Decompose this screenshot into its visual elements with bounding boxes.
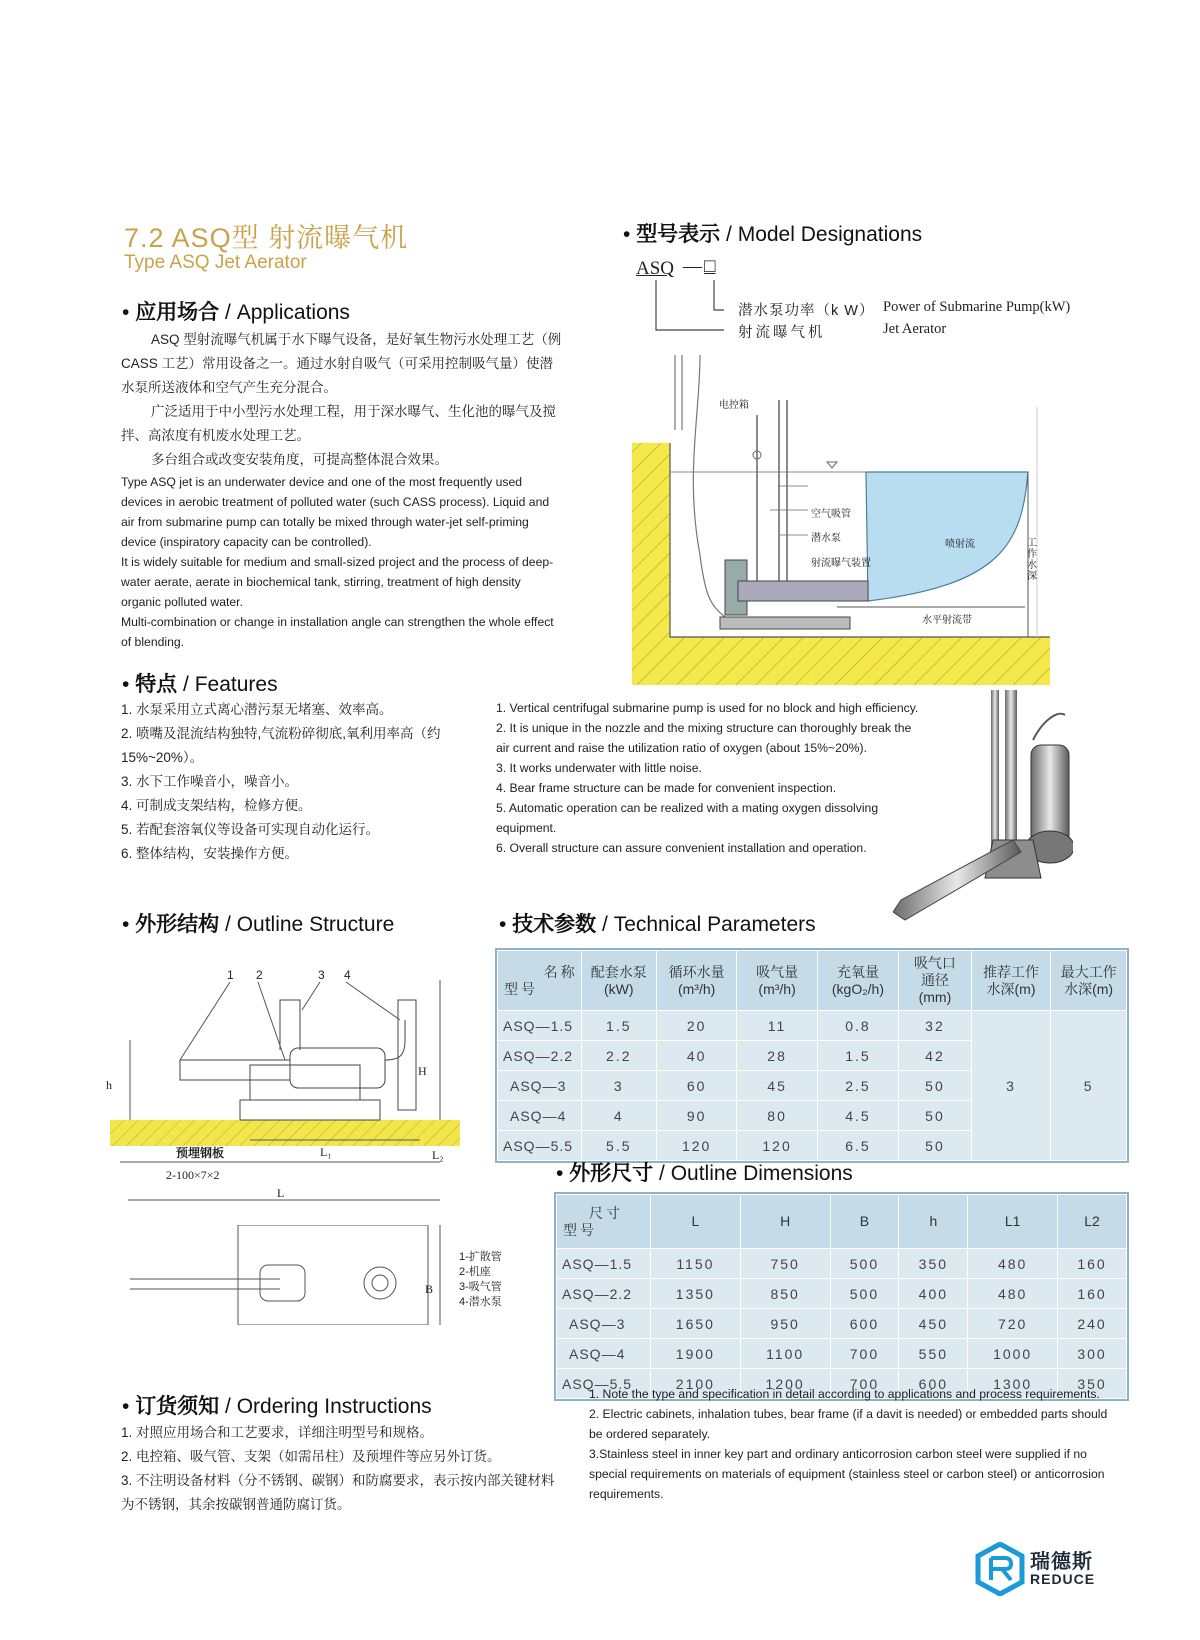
outline-legend: [459, 1250, 502, 1310]
dim-cell: 160: [1058, 1249, 1127, 1279]
model-power-box: □: [704, 256, 716, 277]
dim-cell: 1200: [740, 1369, 830, 1399]
tp-cell-kw: 5.5: [581, 1131, 656, 1161]
dim-head-L1: L1: [968, 1195, 1058, 1249]
tp-cell-inlet: 32: [899, 1011, 972, 1041]
ordering-en-2: 2. Electric cabinets, inhalation tubes, bear frame (if a davit is needed) or embedded parts should be ordered separately.: [589, 1407, 1108, 1441]
dim-cell: 480: [968, 1279, 1058, 1309]
dim-cell: 1900: [651, 1339, 741, 1369]
tp-head-max-depth: [1051, 951, 1127, 1011]
outline-structure-plan: [130, 1225, 450, 1325]
dim-L2: L₂: [432, 1148, 444, 1162]
applications-en-3: Multi-combination or change in installation angle can strengthen the whole effect of blending.: [121, 615, 554, 649]
dim-cell: 350: [1058, 1369, 1127, 1399]
dim-cell: 500: [830, 1249, 899, 1279]
feature-en-5: 5. Automatic operation can be realized with a mating oxygen dissolving equipment.: [496, 801, 879, 835]
tp-corner: [498, 951, 582, 1011]
feature-cn-5: 5. 若配套溶氧仪等设备可实现自动化运行。: [121, 822, 380, 837]
dim-corner-bottom: 型号: [563, 1221, 597, 1238]
model-code: ASQ: [636, 258, 675, 279]
tp-cell-kw: 1.5: [581, 1011, 656, 1041]
applications-en-1: Type ASQ jet is an underwater device and one of the most frequently used devices in aerobic treatment of polluted water (such CASS process). Liquid and air from submarine pump can totally be mixed through water-jet self-priming device (inspiratory capacity can be controlled).: [121, 475, 550, 549]
dim-cell: 700: [830, 1339, 899, 1369]
applications-cn-1: ASQ 型射流曝气机属于水下曝气设备，是好氧生物污水处理工艺（例 CASS 工艺）常用设备之一。通过水射自吸气（可采用控制吸气量）使潜水泵所送液体和空气产生充分混合。: [121, 332, 562, 395]
dim-B: B: [425, 1282, 434, 1296]
diagram-label-pump: 潜水泵: [811, 533, 841, 544]
tp-head-flow-l1: 循环水量: [668, 963, 725, 980]
dim-head-L: L: [651, 1195, 741, 1249]
table-row: [557, 1279, 1127, 1309]
applications-en-2: It is widely suitable for medium and small-sized project and the process of deep-water aerate, aerate in biochemical tank, stirring, treatment of high density organic polluted water.: [121, 555, 554, 609]
feature-cn-4: 4. 可制成支架结构，检修方便。: [121, 798, 312, 813]
legend-item-4: 4-潜水泵: [459, 1296, 502, 1308]
model-line2-en: Jet Aerator: [883, 321, 947, 337]
feature-en-3: 3. It works underwater with little noise.: [496, 761, 702, 775]
tp-head-pump-l2: (kW): [604, 980, 634, 997]
dim-cell-model: ASQ—2.2: [557, 1279, 651, 1309]
product-photo: [893, 690, 1073, 930]
feature-cn-1: 1. 水泵采用立式离心潜污泵无堵塞、效率高。: [121, 702, 393, 717]
outline-structure-heading-en: / Outline Structure: [225, 913, 395, 936]
logo-text-en: REDUCE: [1030, 1571, 1096, 1587]
tech-params-table-wrap: [495, 948, 1129, 1163]
tp-head-rec-depth-l2: 水深(m): [986, 980, 1036, 997]
tp-head-oxygen-l2: (kgO₂/h): [831, 980, 885, 997]
ordering-en-1: 1. Note the type and specification in detail according to applications and process requirements.: [589, 1387, 1100, 1401]
tp-head-flow: [656, 951, 736, 1011]
tp-cell-oxygen: 6.5: [817, 1131, 898, 1161]
tp-head-air-l1: 吸气量: [756, 963, 799, 980]
applications-cn-3: 多台组合或改变安装角度，可提高整体混合效果。: [151, 452, 448, 467]
tp-cell-inlet: 50: [899, 1071, 972, 1101]
embedded-plate-label: 预埋钢板: [176, 1146, 225, 1160]
table-row: [557, 1249, 1127, 1279]
dim-head-H: H: [740, 1195, 830, 1249]
outline-callout-2: 2: [256, 968, 263, 982]
tp-cell-model: ASQ—2.2: [498, 1041, 582, 1071]
outline-structure-heading: • 外形结构 / Outline Structure: [122, 913, 395, 936]
dim-cell-model: ASQ—3: [557, 1309, 651, 1339]
dim-cell: 550: [899, 1339, 968, 1369]
ordering-heading-en: / Ordering Instructions: [225, 1395, 432, 1418]
features-cn-list: [121, 698, 461, 866]
dim-L: L: [277, 1186, 285, 1200]
dim-L1: L₁: [320, 1145, 332, 1159]
diagram-label-work-depth: 工作水深: [1027, 538, 1037, 582]
dim-cell: 2100: [651, 1369, 741, 1399]
diagram-label-cabinet: 电控箱: [719, 400, 749, 411]
dim-cell: 1000: [968, 1339, 1058, 1369]
features-heading-cn: 特点: [135, 673, 178, 696]
model-line2-cn: 射流曝气机: [738, 325, 826, 341]
dim-cell: 1100: [740, 1339, 830, 1369]
feature-en-6: 6. Overall structure can assure convenient installation and operation.: [496, 841, 867, 855]
tp-head-inlet: [899, 951, 972, 1011]
tp-cell-flow: 40: [656, 1041, 736, 1071]
ordering-en-list: [589, 1384, 1109, 1504]
tp-head-inlet-l1: 吸气口: [913, 955, 956, 971]
tech-params-table: [497, 950, 1127, 1161]
tp-cell-model: ASQ—5.5: [498, 1131, 582, 1161]
tp-head-pump: [581, 951, 656, 1011]
tp-cell-oxygen: 0.8: [817, 1011, 898, 1041]
tp-corner-top: 名称: [543, 963, 578, 980]
tp-cell-kw: 3: [581, 1071, 656, 1101]
ordering-cn-3: 3. 不注明设备材料（分不锈钢、碳钢）和防腐要求，表示按内部关键材料为不锈钢，其余按碳钢普通防腐订货。: [121, 1473, 555, 1512]
tp-cell-air: 28: [737, 1041, 817, 1071]
legend-item-3: 3-吸气管: [459, 1281, 502, 1293]
diagram-label-air-pipe: 空气吸管: [811, 509, 851, 520]
diagram-label-jet-stream: 喷射流: [945, 539, 975, 550]
dim-cell: 1650: [651, 1309, 741, 1339]
dim-cell: 850: [740, 1279, 830, 1309]
dim-cell: 950: [740, 1309, 830, 1339]
model-line1-cn: 潜水泵功率（k W）: [738, 303, 875, 319]
tp-head-max-depth-l2: 水深(m): [1064, 980, 1114, 997]
dim-corner-top: 尺寸: [589, 1204, 623, 1221]
outline-callout-1: 1: [227, 968, 234, 982]
dim-cell: 240: [1058, 1309, 1127, 1339]
dim-cell: 500: [830, 1279, 899, 1309]
applications-heading-en: / Applications: [225, 301, 350, 324]
model-heading-cn: 型号表示: [636, 223, 721, 246]
dim-cell: 1350: [651, 1279, 741, 1309]
tp-cell-flow: 90: [656, 1101, 736, 1131]
ordering-heading-cn: 订货须知: [135, 1395, 220, 1418]
installation-diagram: [630, 355, 1060, 685]
tp-cell-model: ASQ—4: [498, 1101, 582, 1131]
tp-head-flow-l2: (m³/h): [677, 980, 716, 997]
tp-head-max-depth-l1: 最大工作: [1060, 963, 1117, 980]
dim-cell: 160: [1058, 1279, 1127, 1309]
legend-item-1: 1-扩散管: [459, 1251, 502, 1263]
ordering-cn-1: 1. 对照应用场合和工艺要求，详细注明型号和规格。: [121, 1425, 434, 1440]
table-row: [498, 1011, 1127, 1041]
tp-head-air: [737, 951, 817, 1011]
ordering-heading: • 订货须知 / Ordering Instructions: [122, 1395, 432, 1418]
tp-head-pump-l1: 配套水泵: [590, 963, 647, 980]
features-heading: • 特点 / Features: [122, 673, 278, 696]
tech-params-heading-en: / Technical Parameters: [602, 913, 816, 936]
feature-en-4: 4. Bear frame structure can be made for convenient inspection.: [496, 781, 837, 795]
dim-cell: 450: [899, 1309, 968, 1339]
model-connector-lines: [650, 280, 730, 336]
model-line1-en: Power of Submarine Pump(kW): [883, 299, 1071, 315]
dim-cell-model: ASQ—1.5: [557, 1249, 651, 1279]
logo-icon: [975, 1542, 1025, 1596]
dim-cell-model: ASQ—4: [557, 1339, 651, 1369]
ordering-cn-2: 2. 电控箱、吸气管、支架（如需吊柱）及预埋件等应另外订货。: [121, 1449, 501, 1464]
outline-callout-3: 3: [318, 968, 325, 982]
tp-cell-oxygen: 4.5: [817, 1101, 898, 1131]
tp-cell-oxygen: 2.5: [817, 1071, 898, 1101]
tp-cell-oxygen: 1.5: [817, 1041, 898, 1071]
dim-cell: 400: [899, 1279, 968, 1309]
outline-structure-heading-cn: 外形结构: [135, 913, 220, 936]
dim-cell: 600: [830, 1309, 899, 1339]
tech-params-heading: • 技术参数 / Technical Parameters: [499, 913, 816, 936]
tp-corner-bottom: 型号: [504, 980, 538, 997]
tp-head-inlet-l3: (mm): [918, 989, 952, 1005]
dimensions-table-wrap: [554, 1192, 1129, 1401]
tp-head-inlet-l2: 通径: [920, 972, 949, 988]
tp-cell-air: 80: [737, 1101, 817, 1131]
model-heading-en: / Model Designations: [726, 223, 923, 246]
tech-params-heading-cn: 技术参数: [512, 913, 597, 936]
table-row: [557, 1339, 1127, 1369]
dimensions-heading-en: / Outline Dimensions: [659, 1162, 853, 1185]
page-subtitle: Type ASQ Jet Aerator: [124, 252, 307, 273]
dim-cell: 720: [968, 1309, 1058, 1339]
tp-cell-kw: 2.2: [581, 1041, 656, 1071]
model-heading: • 型号表示 / Model Designations: [623, 223, 923, 246]
dim-cell: 600: [899, 1369, 968, 1399]
dim-cell: 480: [968, 1249, 1058, 1279]
dim-cell: 300: [1058, 1339, 1127, 1369]
tp-cell-flow: 120: [656, 1131, 736, 1161]
tp-cell-air: 11: [737, 1011, 817, 1041]
tp-cell-inlet: 42: [899, 1041, 972, 1071]
dim-cell-model: ASQ—5.5: [557, 1369, 651, 1399]
dim-head-B: B: [830, 1195, 899, 1249]
dim-cell: 700: [830, 1369, 899, 1399]
table-row: [557, 1309, 1127, 1339]
feature-en-1: 1. Vertical centrifugal submarine pump is used for no block and high efficiency.: [496, 701, 919, 715]
tp-cell-inlet: 50: [899, 1101, 972, 1131]
page-title: 7.2 ASQ型 射流曝气机: [124, 223, 409, 253]
tp-cell-inlet: 50: [899, 1131, 972, 1161]
model-dash: —: [683, 256, 702, 277]
dim-cell: 1300: [968, 1369, 1058, 1399]
dim-cell: 350: [899, 1249, 968, 1279]
feature-cn-6: 6. 整体结构，安装操作方便。: [121, 846, 299, 861]
outline-structure-elevation: [100, 960, 480, 1210]
tp-cell-kw: 4: [581, 1101, 656, 1131]
feature-en-2: 2. It is unique in the nozzle and the mixing structure can thoroughly break the air current and raise the utilization ratio of oxygen (about 15%~20%).: [496, 721, 912, 755]
tp-cell-flow: 20: [656, 1011, 736, 1041]
tp-cell-air: 120: [737, 1131, 817, 1161]
applications-heading-cn: 应用场合: [135, 301, 220, 324]
dim-cell: 750: [740, 1249, 830, 1279]
dim-corner: [557, 1195, 651, 1249]
tp-cell-flow: 60: [656, 1071, 736, 1101]
dim-head-L2: L2: [1058, 1195, 1127, 1249]
ordering-cn-list: [121, 1421, 559, 1517]
legend-item-2: 2-机座: [459, 1266, 491, 1278]
tp-head-rec-depth-l1: 推荐工作: [983, 963, 1039, 980]
dimensions-table: [556, 1194, 1127, 1399]
feature-cn-2: 2. 喷嘴及混流结构独特,气流粉碎彻底,氧利用率高（约15%~20%）。: [121, 726, 441, 765]
tp-head-oxygen-l1: 充氧量: [836, 963, 879, 980]
applications-cn-2: 广泛适用于中小型污水处理工程，用于深水曝气、生化池的曝气及搅拌、高浓度有机废水处理工艺。: [121, 404, 556, 443]
diagram-label-horizontal-jet: 水平射流带: [922, 615, 972, 626]
tp-cell-max-depth: 5: [1051, 1011, 1127, 1161]
tp-cell-model: ASQ—3: [498, 1071, 582, 1101]
tp-cell-rec-depth: 3: [971, 1011, 1050, 1161]
feature-cn-3: 3. 水下工作噪音小，噪音小。: [121, 774, 299, 789]
dim-head-h: h: [899, 1195, 968, 1249]
dim-H: H: [418, 1064, 427, 1078]
features-en-list: [496, 698, 920, 858]
dimensions-heading: • 外形尺寸 / Outline Dimensions: [556, 1162, 853, 1185]
dim-cell: 1150: [651, 1249, 741, 1279]
applications-body: [121, 328, 563, 652]
embedded-plate-spec: 2-100×7×2: [166, 1168, 220, 1182]
outline-callout-4: 4: [344, 968, 351, 982]
dim-h: h: [106, 1078, 112, 1092]
tp-head-oxygen: [817, 951, 898, 1011]
features-heading-en: / Features: [183, 673, 278, 696]
logo-text-cn: 瑞德斯: [1030, 1551, 1093, 1573]
tp-head-rec-depth: [971, 951, 1050, 1011]
applications-heading: • 应用场合 / Applications: [122, 301, 350, 324]
ordering-en-3: 3.Stainless steel in inner key part and ordinary anticorrosion carbon steel were supplied if no special requirements on materials of equipment (stainless steel or carbon steel) or anticorrosion requirements.: [589, 1447, 1105, 1501]
tp-cell-air: 45: [737, 1071, 817, 1101]
diagram-label-jet-device: 射流曝气装置: [811, 558, 871, 569]
tp-cell-model: ASQ—1.5: [498, 1011, 582, 1041]
tp-head-air-l2: (m³/h): [758, 980, 796, 997]
dimensions-heading-cn: 外形尺寸: [569, 1162, 654, 1185]
